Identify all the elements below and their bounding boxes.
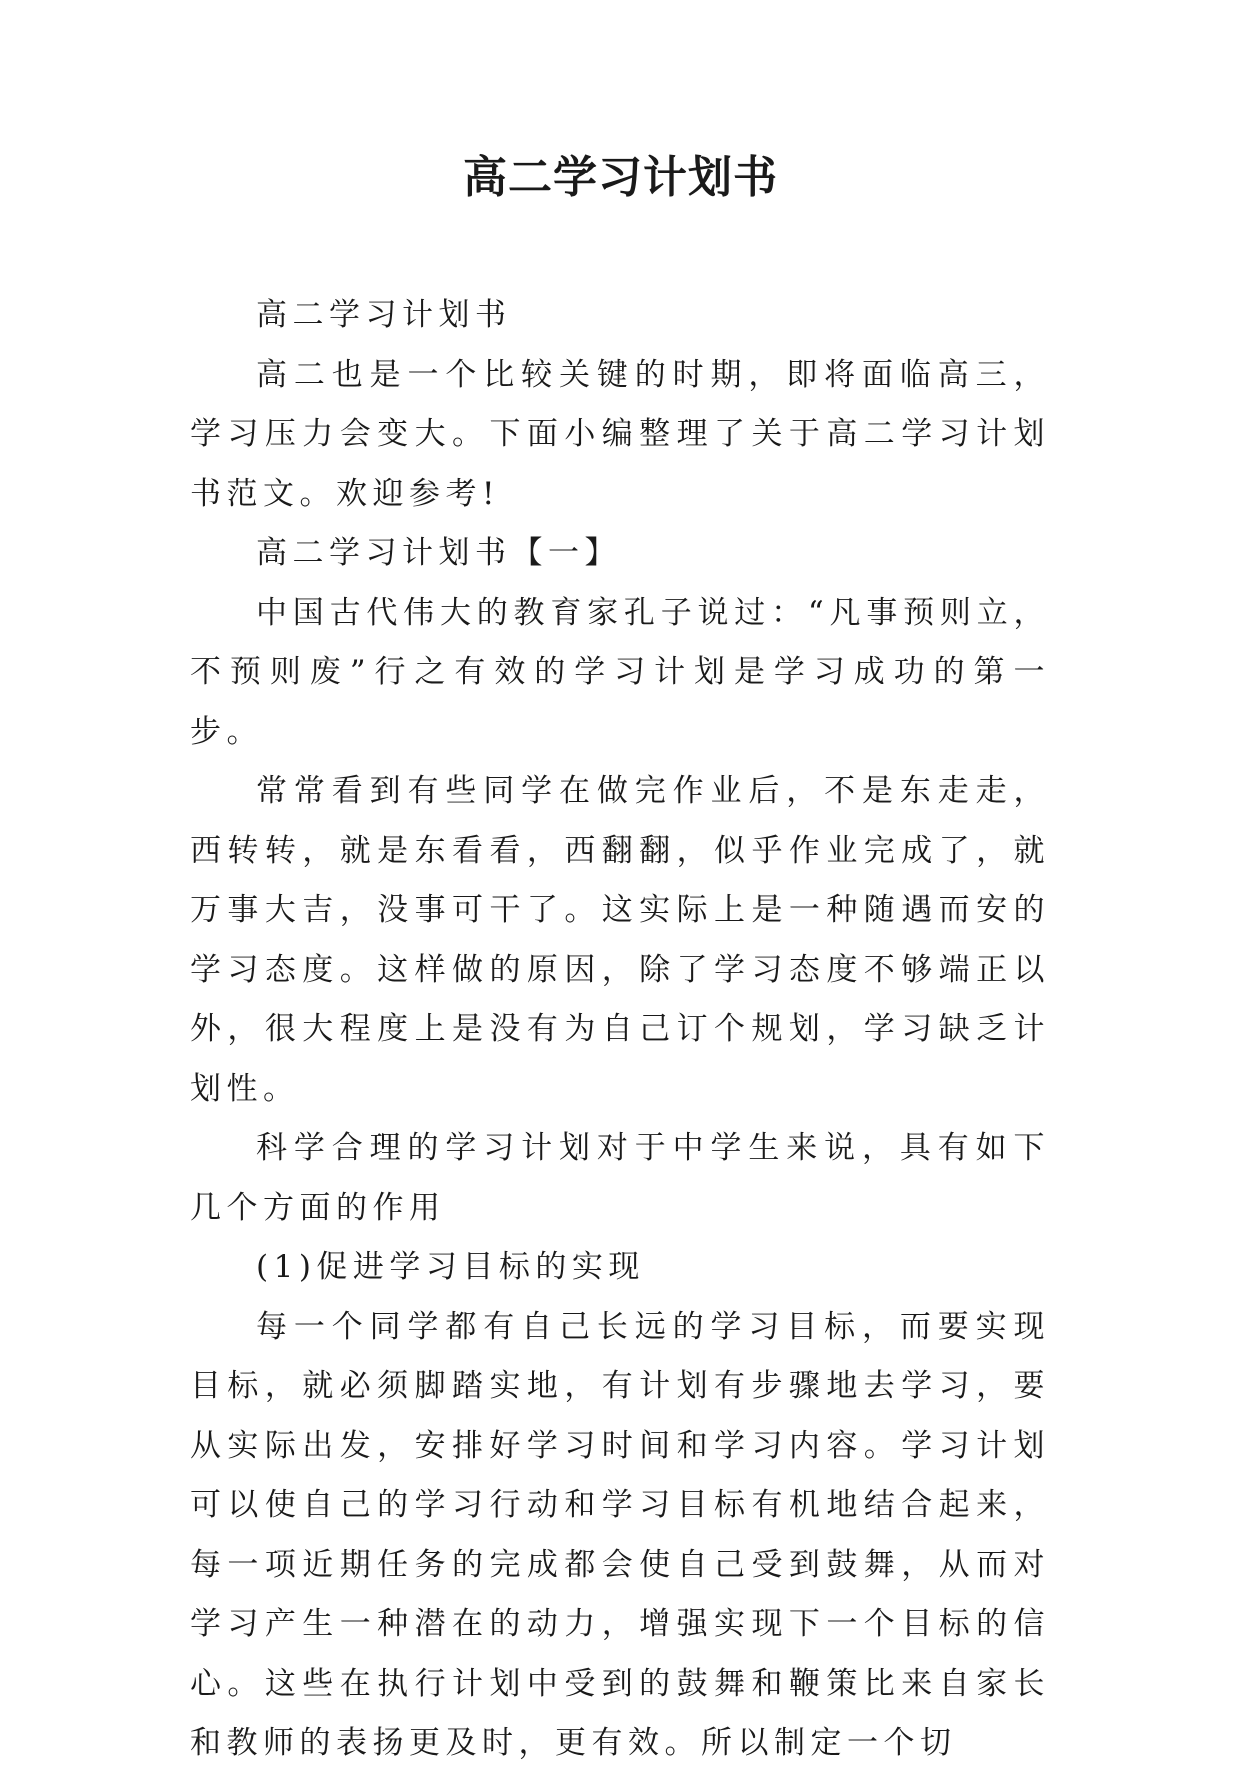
paragraph-plan-functions: 科学合理的学习计划对于中学生来说，具有如下几个方面的作用 xyxy=(190,1130,1050,1226)
document-title: 高二学习计划书 xyxy=(463,152,778,203)
paragraph-study-attitude: 常常看到有些同学在做完作业后，不是东走走，西转转，就是东看看，西翻翻，似乎作业完成了，就万事大吉，没事可干了。这实际上是一种随遇而安的学习态度。这样做的原因，除了学习态度不够端正以外，很大程度上是没有为自己订个规划，学习缺乏计划性。 xyxy=(190,773,1050,1107)
paragraph-goal-details: 每一个同学都有自己长远的学习目标，而要实现目标，就必须脚踏实地，有计划有步骤地去学习，要从实际出发，安排好学习时间和学习内容。学习计划可以使自己的学习行动和学习目标有机地结合起来，每一项近期任务的完成都会使自己受到鼓舞，从而对学习产生一种潜在的动力，增强实现下一个目标的信心。这些在执行计划中受到的鼓舞和鞭策比来自家长和教师的表扬更及时，更有效。所以制定一个切 xyxy=(190,1308,1050,1761)
paragraph-subtitle: 高二学习计划书 xyxy=(256,297,512,333)
paragraph-confucius-quote: 中国古代伟大的教育家孔子说过：“凡事预则立，不预则废”行之有效的学习计划是学习成功的第一步。 xyxy=(190,594,1050,750)
document-body xyxy=(190,286,1050,1774)
section-heading-one: 高二学习计划书【一】 xyxy=(256,535,621,571)
subheading-goal-realization: (1)促进学习目标的实现 xyxy=(256,1249,645,1285)
paragraph-intro: 高二也是一个比较关键的时期，即将面临高三，学习压力会变大。下面小编整理了关于高二学习计划书范文。欢迎参考! xyxy=(190,356,1050,512)
